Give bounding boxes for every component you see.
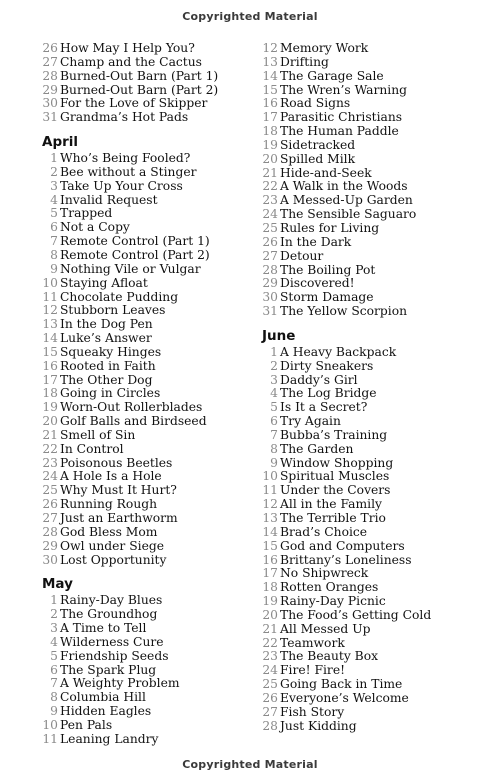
list-item (262, 222, 482, 236)
day-number: 4 (270, 386, 278, 401)
list-item (262, 581, 482, 595)
devotion-title: Brad’s Choice (280, 524, 368, 539)
list-item (42, 498, 262, 512)
list-item (42, 111, 262, 125)
day-number: 2 (270, 358, 278, 373)
day-number: 21 (42, 427, 58, 442)
copyright-watermark-bottom: Copyrighted Material (182, 758, 318, 771)
list-item (262, 706, 482, 720)
day-number: 12 (262, 497, 278, 512)
devotion-title: How May I Help You? (60, 41, 195, 55)
day-number: 25 (42, 483, 58, 498)
day-number: 26 (42, 41, 58, 55)
devotion-title: Memory Work (280, 41, 369, 55)
devotion-title: Leaning Landry (60, 731, 159, 746)
list-item (262, 264, 482, 278)
list-item (42, 374, 262, 388)
day-number: 15 (262, 538, 278, 553)
day-number: 21 (262, 621, 278, 636)
devotion-title: Champ and the Cactus (60, 54, 202, 69)
day-number: 31 (262, 304, 278, 319)
day-number: 22 (42, 441, 58, 456)
list-item (262, 692, 482, 706)
devotion-title: Bee without a Stinger (60, 164, 197, 179)
list-item (42, 457, 262, 471)
devotion-title: The Wren’s Warning (280, 82, 408, 97)
day-number: 19 (262, 594, 278, 609)
list-item (42, 443, 262, 457)
devotion-title: Chocolate Pudding (60, 289, 179, 304)
devotion-title: The Log Bridge (280, 386, 377, 401)
day-number: 12 (42, 303, 58, 318)
list-item (42, 705, 262, 719)
devotion-title: Try Again (280, 414, 341, 429)
day-number: 29 (42, 538, 58, 553)
list-item (262, 623, 482, 637)
list-item (42, 554, 262, 568)
list-item (42, 84, 262, 98)
devotion-title: Just Kidding (280, 718, 357, 733)
list-item (262, 650, 482, 664)
list-item (262, 42, 482, 56)
day-number: 16 (42, 358, 58, 373)
list-item (42, 622, 262, 636)
devotion-title: Friendship Seeds (60, 648, 169, 663)
devotion-title: Worn-Out Rollerblades (60, 400, 203, 415)
devotion-title: Luke’s Answer (60, 331, 152, 346)
devotion-title: Just an Earthworm (60, 511, 178, 525)
devotion-title: A Heavy Backpack (280, 344, 397, 359)
list-item (262, 305, 482, 319)
list-item (42, 733, 262, 747)
list-item (262, 609, 482, 623)
devotion-title: Rotten Oranges (280, 580, 379, 595)
devotion-title: Parasitic Christians (280, 110, 403, 125)
day-number: 20 (42, 414, 58, 429)
day-number: 26 (42, 497, 58, 512)
list-item (42, 512, 262, 526)
day-number: 18 (262, 124, 278, 139)
day-number: 26 (262, 690, 278, 705)
day-number: 11 (42, 731, 58, 746)
devotion-title: The Spark Plug (60, 662, 157, 677)
devotion-title: Poisonous Beetles (60, 455, 173, 470)
day-number: 19 (42, 400, 58, 415)
list-item (42, 691, 262, 705)
list-item (42, 664, 262, 678)
day-number: 8 (50, 690, 58, 705)
day-number: 17 (262, 110, 278, 125)
day-number: 6 (50, 662, 58, 677)
devotion-title: Detour (280, 248, 324, 263)
day-number: 13 (262, 511, 278, 525)
day-number: 28 (262, 262, 278, 277)
list-item (262, 180, 482, 194)
day-number: 28 (262, 718, 278, 733)
list-item (42, 470, 262, 484)
list-item (262, 56, 482, 70)
day-number: 6 (270, 414, 278, 429)
list-item (42, 56, 262, 70)
devotion-title: Storm Damage (280, 290, 374, 305)
day-number: 22 (262, 635, 278, 650)
list-item (42, 608, 262, 622)
list-item (42, 594, 262, 608)
devotion-title: Road Signs (280, 96, 351, 111)
day-number: 11 (42, 289, 58, 304)
list-item (42, 415, 262, 429)
day-number: 20 (262, 607, 278, 622)
day-number: 30 (42, 96, 58, 111)
list-item (262, 291, 482, 305)
day-number: 28 (42, 68, 58, 83)
day-number: 8 (270, 441, 278, 456)
day-number: 9 (270, 455, 278, 470)
devotion-title: Squeaky Hinges (60, 344, 162, 359)
list-item (262, 374, 482, 388)
day-number: 4 (50, 634, 58, 649)
day-number: 6 (50, 220, 58, 235)
devotion-title: Why Must It Hurt? (60, 483, 177, 498)
list-item (262, 250, 482, 264)
devotion-title: The Garage Sale (280, 68, 384, 83)
devotion-title: In the Dog Pen (60, 317, 153, 332)
list-item (42, 387, 262, 401)
day-number: 7 (50, 234, 58, 249)
list-item (262, 346, 482, 360)
day-number: 14 (42, 331, 58, 346)
day-number: 13 (42, 317, 58, 332)
day-number: 5 (50, 648, 58, 663)
devotion-title: Fish Story (280, 704, 345, 719)
list-item (42, 636, 262, 650)
list-item (42, 166, 262, 180)
list-item (42, 429, 262, 443)
day-number: 3 (50, 621, 58, 636)
day-number: 27 (262, 248, 278, 263)
list-item (42, 263, 262, 277)
devotion-title: Under the Covers (280, 483, 391, 498)
list-item (262, 554, 482, 568)
list-item (262, 526, 482, 540)
devotion-title: The Groundhog (60, 607, 158, 622)
month-heading: May (42, 576, 73, 593)
list-item (42, 42, 262, 56)
day-number: 24 (262, 207, 278, 222)
month-section-june (262, 328, 482, 734)
day-number: 15 (42, 344, 58, 359)
day-number: 27 (42, 54, 58, 69)
month-section-april (42, 134, 262, 567)
list-item (42, 304, 262, 318)
devotion-title: Spiritual Muscles (280, 469, 390, 484)
day-number: 18 (262, 580, 278, 595)
list-item (42, 207, 262, 221)
list-item (262, 84, 482, 98)
devotion-title: Invalid Request (60, 192, 158, 207)
day-number: 25 (262, 220, 278, 235)
day-number: 20 (262, 151, 278, 166)
list-item (262, 498, 482, 512)
devotion-title: Hide-and-Seek (280, 165, 372, 180)
list-item (262, 664, 482, 678)
list-item (42, 291, 262, 305)
devotion-title: Daddy’s Girl (280, 372, 358, 387)
day-number: 19 (262, 137, 278, 152)
list-item (42, 180, 262, 194)
day-number: 1 (270, 344, 278, 359)
devotion-title: In Control (60, 441, 124, 456)
list-item (42, 360, 262, 374)
devotion-title: God and Computers (280, 538, 405, 553)
devotion-title: Smell of Sin (60, 427, 136, 442)
day-number: 8 (50, 247, 58, 262)
devotion-title: In the Dark (280, 234, 352, 249)
list-item (262, 125, 482, 139)
day-number: 26 (262, 234, 278, 249)
list-item (42, 70, 262, 84)
devotion-title: Running Rough (60, 497, 158, 512)
devotion-title: Going Back in Time (280, 677, 403, 692)
list-item (262, 387, 482, 401)
list-item (42, 526, 262, 540)
list-item (42, 484, 262, 498)
list-item (42, 332, 262, 346)
list-item (262, 512, 482, 526)
day-number: 24 (262, 663, 278, 678)
devotion-title: Pen Pals (60, 717, 113, 732)
month-section-may (42, 576, 262, 746)
list-item (262, 70, 482, 84)
day-number: 4 (50, 192, 58, 207)
list-item (262, 678, 482, 692)
day-number: 10 (42, 275, 58, 290)
devotion-title: Window Shopping (280, 455, 394, 470)
list-item (42, 540, 262, 554)
devotion-title: Remote Control (Part 2) (60, 247, 210, 262)
list-item (262, 720, 482, 734)
devotion-title: A Messed-Up Garden (280, 193, 413, 208)
day-number: 18 (42, 386, 58, 401)
devotion-title: All Messed Up (280, 621, 371, 636)
list-item (42, 401, 262, 415)
list-item (42, 235, 262, 249)
day-number: 29 (42, 82, 58, 97)
devotion-title: For the Love of Skipper (60, 96, 208, 111)
day-number: 2 (50, 607, 58, 622)
day-number: 2 (50, 164, 58, 179)
month-heading: April (42, 134, 79, 151)
day-number: 7 (50, 676, 58, 691)
devotion-title: The Terrible Trio (280, 511, 386, 525)
list-item (42, 346, 262, 360)
list-item (262, 277, 482, 291)
day-number: 9 (50, 261, 58, 276)
day-number: 12 (262, 41, 278, 55)
list-item (42, 249, 262, 263)
day-number: 28 (42, 524, 58, 539)
day-number: 10 (42, 717, 58, 732)
devotion-title: The Other Dog (60, 372, 153, 387)
list-item (262, 194, 482, 208)
devotion-title: Going in Circles (60, 386, 161, 401)
devotion-title: Burned-Out Barn (Part 2) (60, 82, 219, 97)
month-section-continued (262, 42, 482, 319)
list-item (42, 277, 262, 291)
devotion-title: A Hole Is a Hole (60, 469, 162, 484)
devotion-title: Wilderness Cure (60, 634, 164, 649)
list-item (262, 401, 482, 415)
day-number: 1 (50, 151, 58, 166)
devotion-title: The Sensible Saguaro (280, 207, 417, 222)
devotion-title: The Beauty Box (280, 649, 379, 664)
list-item (262, 429, 482, 443)
day-number: 23 (262, 649, 278, 664)
devotion-title: Bubba’s Training (280, 427, 388, 442)
devotion-title: The Garden (280, 441, 354, 456)
devotion-title: A Walk in the Woods (280, 179, 408, 194)
list-item (262, 97, 482, 111)
devotion-title: All in the Family (280, 497, 382, 512)
list-item (42, 221, 262, 235)
list-item (262, 139, 482, 153)
devotion-title: Burned-Out Barn (Part 1) (60, 68, 219, 83)
day-number: 16 (262, 552, 278, 567)
day-number: 11 (262, 483, 278, 498)
day-number: 22 (262, 179, 278, 194)
devotion-title: No Shipwreck (280, 566, 369, 581)
devotion-title: Lost Opportunity (60, 552, 167, 567)
devotion-title: Who’s Being Fooled? (60, 151, 191, 166)
devotion-title: Spilled Milk (280, 151, 356, 166)
list-item (262, 153, 482, 167)
devotion-title: A Weighty Problem (60, 676, 180, 691)
devotion-title: Staying Afloat (60, 275, 148, 290)
devotion-title: Everyone’s Welcome (280, 690, 409, 705)
list-item (262, 567, 482, 581)
devotion-title: Columbia Hill (60, 690, 146, 705)
devotion-title: The Yellow Scorpion (280, 304, 408, 319)
day-number: 9 (50, 704, 58, 719)
list-item (262, 167, 482, 181)
devotion-title: Is It a Secret? (280, 400, 368, 415)
devotion-title: Rainy-Day Picnic (280, 594, 386, 609)
list-item (262, 637, 482, 651)
day-number: 30 (42, 552, 58, 567)
contents-column-left (42, 42, 262, 747)
list-item (262, 470, 482, 484)
day-number: 7 (270, 427, 278, 442)
day-number: 13 (262, 54, 278, 69)
list-item (262, 360, 482, 374)
day-number: 21 (262, 165, 278, 180)
devotion-title: Remote Control (Part 1) (60, 234, 210, 249)
list-item (262, 111, 482, 125)
day-number: 3 (270, 372, 278, 387)
devotion-title: Discovered! (280, 276, 355, 291)
devotion-title: Take Up Your Cross (60, 178, 183, 193)
day-number: 1 (50, 593, 58, 608)
devotion-title: Owl under Siege (60, 538, 165, 553)
devotion-title: The Human Paddle (280, 124, 399, 139)
list-item (262, 595, 482, 609)
day-number: 15 (262, 82, 278, 97)
devotion-title: Brittany’s Loneliness (280, 552, 412, 567)
devotion-title: Teamwork (280, 635, 345, 650)
list-item (42, 650, 262, 664)
list-item (262, 457, 482, 471)
list-item (262, 208, 482, 222)
day-number: 23 (262, 193, 278, 208)
devotion-title: Dirty Sneakers (280, 358, 374, 373)
devotion-title: Fire! Fire! (280, 663, 346, 678)
day-number: 27 (262, 704, 278, 719)
copyright-watermark-top: Copyrighted Material (182, 10, 318, 23)
devotion-title: God Bless Mom (60, 524, 158, 539)
devotion-title: The Boiling Pot (280, 262, 376, 277)
day-number: 17 (42, 372, 58, 387)
list-item (42, 677, 262, 691)
day-number: 14 (262, 68, 278, 83)
list-item (42, 97, 262, 111)
month-section-continued (42, 42, 262, 125)
day-number: 5 (50, 206, 58, 221)
devotion-title: The Food’s Getting Cold (280, 607, 432, 622)
list-item (262, 540, 482, 554)
devotion-title: Drifting (280, 54, 329, 69)
list-item (262, 484, 482, 498)
contents-column-right (262, 42, 482, 734)
devotion-title: Not a Copy (60, 220, 130, 235)
list-item (42, 194, 262, 208)
day-number: 14 (262, 524, 278, 539)
devotion-title: A Time to Tell (60, 621, 147, 636)
devotion-title: Hidden Eagles (60, 704, 152, 719)
devotion-title: Grandma’s Hot Pads (60, 110, 189, 125)
list-item (42, 719, 262, 733)
day-number: 23 (42, 455, 58, 470)
devotion-title: Rules for Living (280, 220, 380, 235)
day-number: 24 (42, 469, 58, 484)
day-number: 3 (50, 178, 58, 193)
day-number: 27 (42, 511, 58, 525)
day-number: 5 (270, 400, 278, 415)
list-item (42, 152, 262, 166)
day-number: 16 (262, 96, 278, 111)
day-number: 17 (262, 566, 278, 581)
month-heading: June (262, 327, 296, 344)
list-item (262, 443, 482, 457)
list-item (42, 318, 262, 332)
day-number: 30 (262, 290, 278, 305)
day-number: 31 (42, 110, 58, 125)
devotion-title: Rooted in Faith (60, 358, 156, 373)
devotion-title: Trapped (60, 206, 113, 221)
devotion-title: Golf Balls and Birdseed (60, 414, 207, 429)
devotion-title: Nothing Vile or Vulgar (60, 261, 201, 276)
devotion-title: Sidetracked (280, 137, 356, 152)
list-item (262, 415, 482, 429)
list-item (262, 236, 482, 250)
devotion-title: Stubborn Leaves (60, 303, 166, 318)
day-number: 29 (262, 276, 278, 291)
devotion-title: Rainy-Day Blues (60, 593, 163, 608)
day-number: 10 (262, 469, 278, 484)
day-number: 25 (262, 677, 278, 692)
